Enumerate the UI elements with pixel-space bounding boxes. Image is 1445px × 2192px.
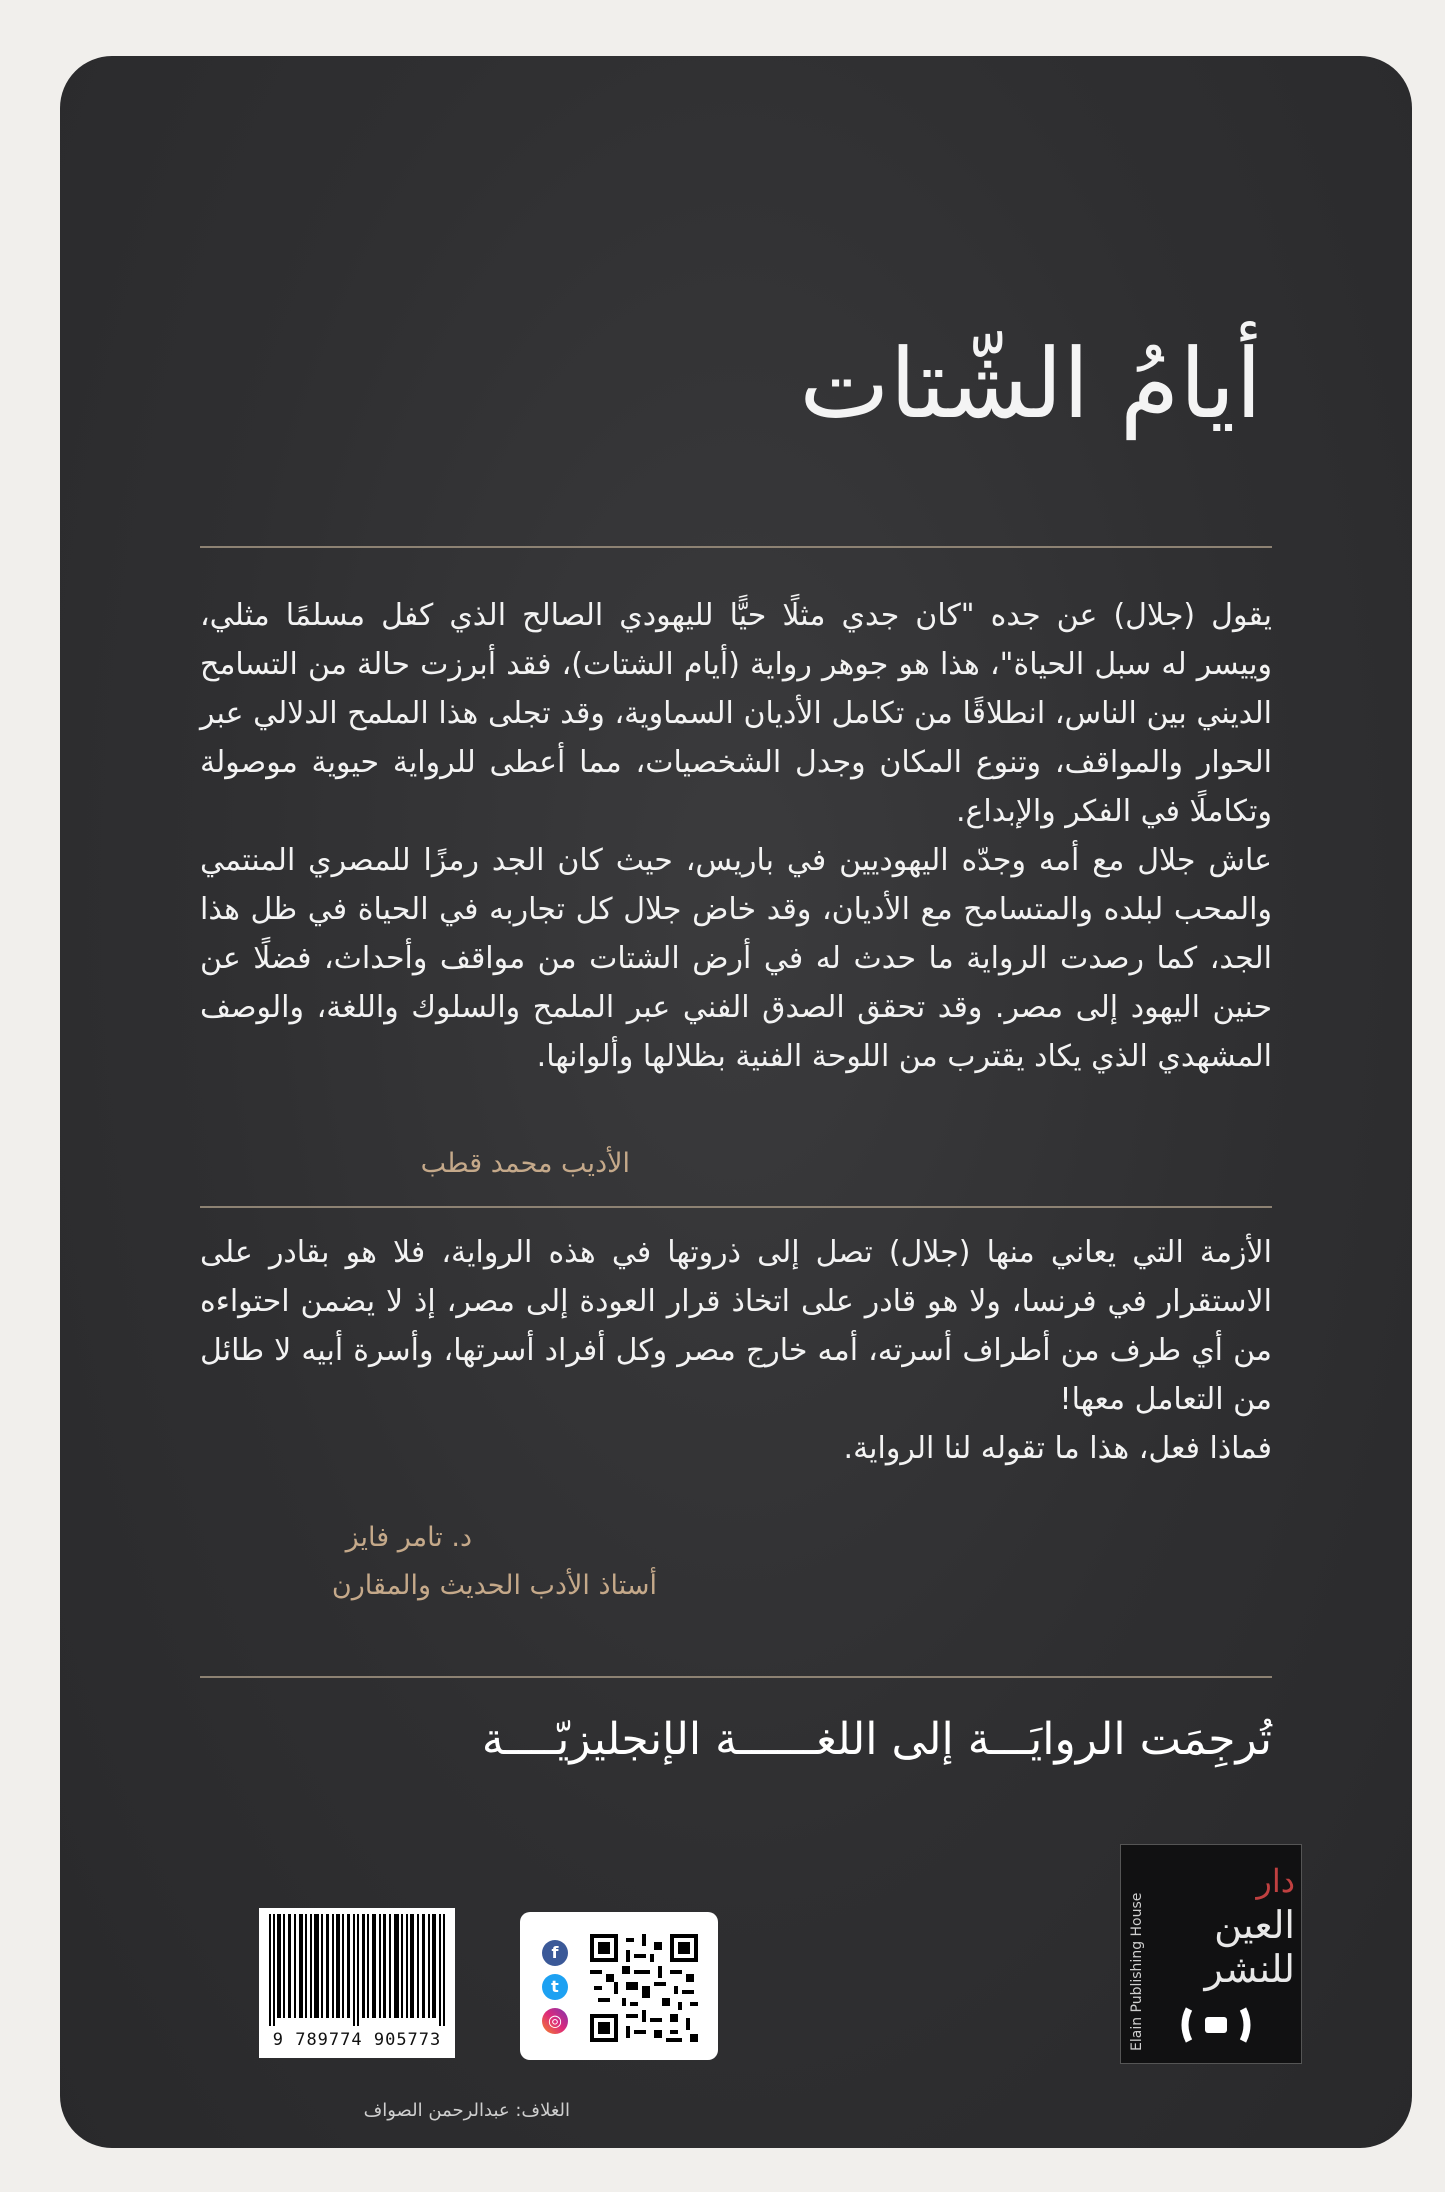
barcode-icon [265,1914,449,2026]
blurb-2-paragraph-2: فماذا فعل، هذا ما تقوله لنا الرواية. [843,1431,1272,1466]
facebook-icon[interactable]: f [542,1940,568,1966]
book-title: أيامُ الشّتات [799,328,1262,440]
eye-logo-icon [1181,2003,1251,2047]
publisher-arabic-logo [1165,1859,1295,1991]
bottom-divider [200,1676,1272,1678]
isbn-number: 9 789774 905773 [272,2030,442,2050]
publisher-name: العين [1214,1903,1295,1947]
twitter-icon[interactable]: t [542,1974,568,2000]
publisher-logo [1120,1844,1302,2064]
instagram-icon[interactable]: ◎ [542,2008,568,2034]
blurb-1-paragraph-1: يقول (جلال) عن جده "كان جدي مثلًا حيًّا لليهودي الصالح الذي كفل مسلمًا مثلي، وييسر له سبل الحياة"، هذا هو جوهر رواية (أيام الشتات)، فقد أبرزت حالة من التسامح الديني بين الناس، انطلاقًا من تكامل الأديان السماوية، وقد تجلى هذا الملمح الدلالي عبر الحوار والمواقف، وتنوع المكان وجدل الشخصيات، مما أعطى للرواية حيوية موصولة وتكاملًا في الفكر والإبداع. [200,598,1272,829]
publisher-nashr: للنشر [1204,1947,1295,1991]
middle-divider [200,1206,1272,1208]
top-divider [200,546,1272,548]
blurb-1-author: الأديب محمد قطب [420,1148,630,1179]
blurb-2 [200,1228,1272,1473]
translation-notice: تُرجِمَت الروايَـــة إلى اللغــــــة الإنجليزيّــــة [481,1714,1272,1765]
qr-card [520,1912,718,2060]
blurb-2-paragraph-1: الأزمة التي يعاني منها (جلال) تصل إلى ذروتها في هذه الرواية، فلا هو بقادر على الاستقرار في فرنسا، ولا هو قادر على اتخاذ قرار العودة إلى مصر، إذ لا يضمن احتواءه من أي طرف من أطراف أسرته، أمه خارج مصر وكل أفراد أسرتها، وأسرة أبيه لا طائل من التعامل معها! [200,1235,1272,1417]
publisher-english-name: Elain Publishing House [1129,1892,1145,2051]
blurb-1 [200,591,1272,1081]
back-cover [60,56,1412,2148]
blurb-1-paragraph-2: عاش جلال مع أمه وجدّه اليهوديين في باريس، حيث كان الجد رمزًا للمصري المنتمي والمحب لبلده والمتسامح مع الأديان، وقد خاض جلال كل تجاربه في الحياة في ظل هذا الجد، كما رصدت الرواية ما حدث له في أرض الشتات من مواقف وأحداث، فضلًا عن حنين اليهود إلى مصر. وقد تحقق الصدق الفني عبر الملمح والسلوك واللغة، والوصف المشهدي الذي يكاد يقترب من اللوحة الفنية بظلالها وألوانها. [200,843,1272,1074]
blurb-2-author-name: د. تامر فايز [345,1522,472,1553]
qr-code-icon[interactable] [590,1934,698,2042]
cover-credit: الغلاف: عبدالرحمن الصواف [363,2100,570,2121]
blurb-2-author-title: أستاذ الأدب الحديث والمقارن [331,1570,657,1601]
publisher-dar: دار [1256,1862,1295,1900]
isbn-barcode [259,1908,455,2058]
